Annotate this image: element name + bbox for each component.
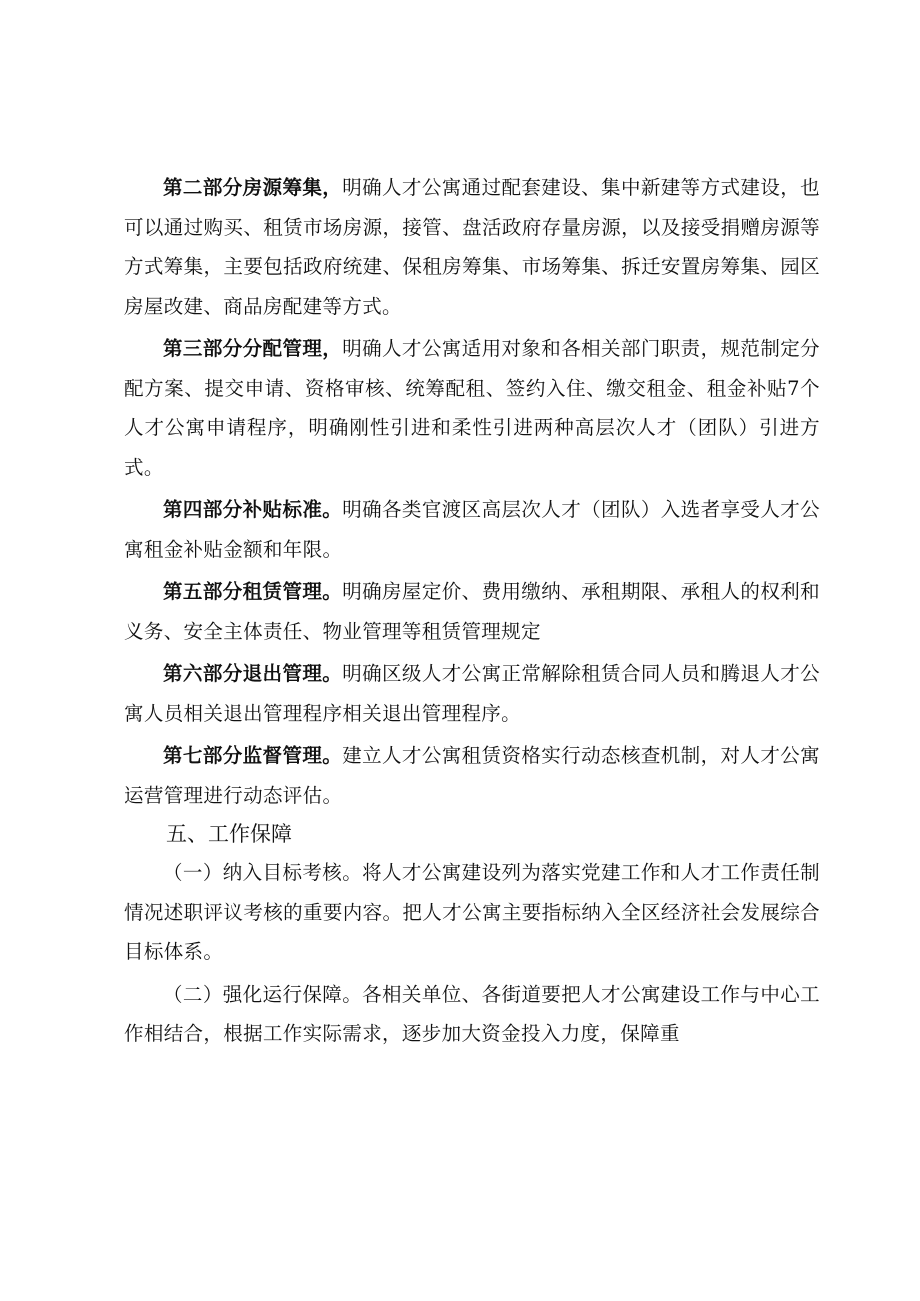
section-heading-work-guarantee: 五、工作保障 (166, 822, 292, 846)
section-body: 明确人才公寓适用对象和各相关部门职责，规范制定分配方案、提交申请、资格审核、统筹配租、签约入住、缴交租金、租金补贴7个人才公寓申请程序，明确刚性引进和柔性引进两种高层次人才（团队）引进方式。 (124, 337, 820, 479)
section-part-6 (124, 654, 820, 733)
section-lead: 第三部分分配管理， (163, 337, 343, 360)
section-lead: 第四部分补贴标准。 (163, 498, 343, 521)
section-body: 建立人才公寓租赁资格实行动态核查机制，对人才公寓运营管理进行动态评估。 (124, 744, 820, 807)
section-body: 明确人才公寓通过配套建设、集中新建等方式建设，也可以通过购买、租赁市场房源，接管、盘活政府存量房源，以及接受捐赠房源等方式筹集，主要包括政府统建、保租房筹集、市场筹集、拆迁安置房筹集、园区房屋改建、商品房配建等方式。 (124, 176, 820, 318)
document-page (124, 168, 820, 1054)
guarantee-item-1: （一）纳入目标考核。将人才公寓建设列为落实党建工作和人才工作责任制情况述职评议考核的重要内容。把人才公寓主要指标纳入全区经济社会发展综合目标体系。 (124, 861, 820, 963)
section-lead: 第二部分房源筹集， (163, 176, 343, 199)
guarantee-item-2: （二）强化运行保障。各相关单位、各街道要把人才公寓建设工作与中心工作相结合，根据工作实际需求，逐步加大资金投入力度，保障重 (124, 982, 820, 1045)
section-part-5 (124, 572, 820, 651)
section-body: 明确各类官渡区高层次人才（团队）入选者享受人才公寓租金补贴金额和年限。 (124, 498, 820, 561)
section-part-3 (124, 329, 820, 487)
section-lead: 第七部分监督管理。 (163, 744, 343, 767)
section-body: 明确区级人才公寓正常解除租赁合同人员和腾退人才公寓人员相关退出管理程序相关退出管理程序。 (124, 662, 820, 725)
section-part-7 (124, 736, 820, 815)
section-part-4 (124, 490, 820, 569)
section-lead: 第六部分退出管理。 (163, 662, 343, 685)
section-part-2 (124, 168, 820, 326)
section-body: 明确房屋定价、费用缴纳、承租期限、承租人的权利和义务、安全主体责任、物业管理等租赁管理规定 (124, 580, 820, 643)
section-lead: 第五部分租赁管理。 (163, 580, 343, 603)
